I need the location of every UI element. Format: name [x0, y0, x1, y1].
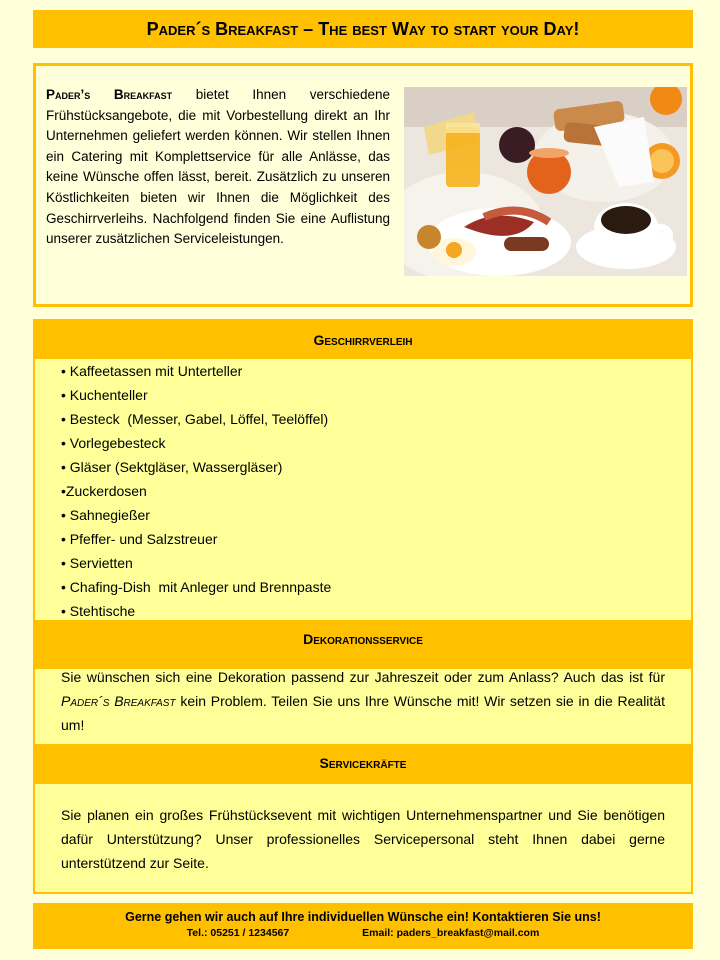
list-item: • Gläser (Sektgläser, Wassergläser) — [61, 459, 283, 475]
page-title-text: Pader´s Breakfast – The best Way to start your Day! — [146, 18, 580, 39]
footer-callout: Gerne gehen wir auch auf Ihre individuellen Wünsche ein! Kontaktieren Sie uns! — [125, 910, 601, 924]
equipment-list — [61, 359, 331, 623]
page-title — [33, 10, 693, 48]
service-paragraph: Sie planen ein großes Frühstücksevent mit wichtigen Unternehmenspartner und Sie benötigen dafür Unterstützung? Unser professionelles Servicepersonal steht Ihnen dabei gerne unterstützend zur Seite. — [61, 807, 665, 871]
list-item: •Zuckerdosen — [61, 483, 147, 499]
list-item: • Besteck (Messer, Gabel, Löffel, Teelöffel) — [61, 411, 329, 427]
list-item: • Pfeffer- und Salzstreuer — [61, 531, 218, 547]
breakfast-photo — [404, 87, 687, 276]
section-heading-dekorationsservice — [35, 620, 691, 658]
section-heading-geschirrverleih — [35, 321, 691, 359]
section-heading-text: Geschirrverleih — [313, 332, 413, 348]
deko-paragraph — [61, 665, 665, 737]
email-address: Email: paders_breakfast@mail.com — [362, 927, 540, 939]
section-heading-text: Dekorationsservice — [303, 631, 423, 647]
intro-text: bietet Ihnen verschiedene Frühstücksangebote, die mit Vorbestellung direkt an Ihr Unternehmen geliefert werden können. Wir stellen Ihnen ein Catering mit Komplettservice für alle Anlässe, das keine Wünsche offen lässt, bereit. Zusätzlich zu unseren Köstlichkeiten bieten wir Ihnen die Möglichkeit des Geschirrverleihs. Nachfolgend finden Sie eine Auflistung unserer zusätzlichen Serviceleistungen. — [46, 87, 390, 247]
services-box — [33, 319, 693, 894]
list-item: • Sahnegießer — [61, 507, 150, 523]
section-heading-text: Servicekräfte — [319, 755, 407, 771]
list-item: • Kuchenteller — [61, 387, 148, 403]
deko-brand: Pader´s Breakfast — [61, 693, 176, 709]
list-item: • Vorlegebesteck — [61, 435, 166, 451]
deko-text-after: kein Problem. Teilen Sie uns Ihre Wünsche mit! Wir setzen sie in die Realität um! — [61, 693, 665, 733]
list-item: • Kaffeetassen mit Unterteller — [61, 363, 243, 379]
intro-brand: Pader’s Breakfast — [46, 87, 173, 102]
contact-footer — [33, 903, 693, 949]
breakfast-photo-illustration — [404, 87, 687, 276]
phone-number: Tel.: 05251 / 1234567 — [186, 927, 290, 939]
divider — [35, 773, 691, 784]
intro-paragraph — [46, 85, 390, 250]
list-item: • Stehtische — [61, 603, 136, 619]
intro-box — [33, 63, 693, 307]
deko-text-before: Sie wünschen sich eine Dekoration passend zur Jahreszeit oder zum Anlass? Auch das ist für — [61, 669, 665, 685]
footer-contact — [33, 927, 693, 939]
list-item: • Servietten — [61, 555, 133, 571]
list-item: • Chafing-Dish mit Anleger und Brennpaste — [61, 579, 332, 595]
